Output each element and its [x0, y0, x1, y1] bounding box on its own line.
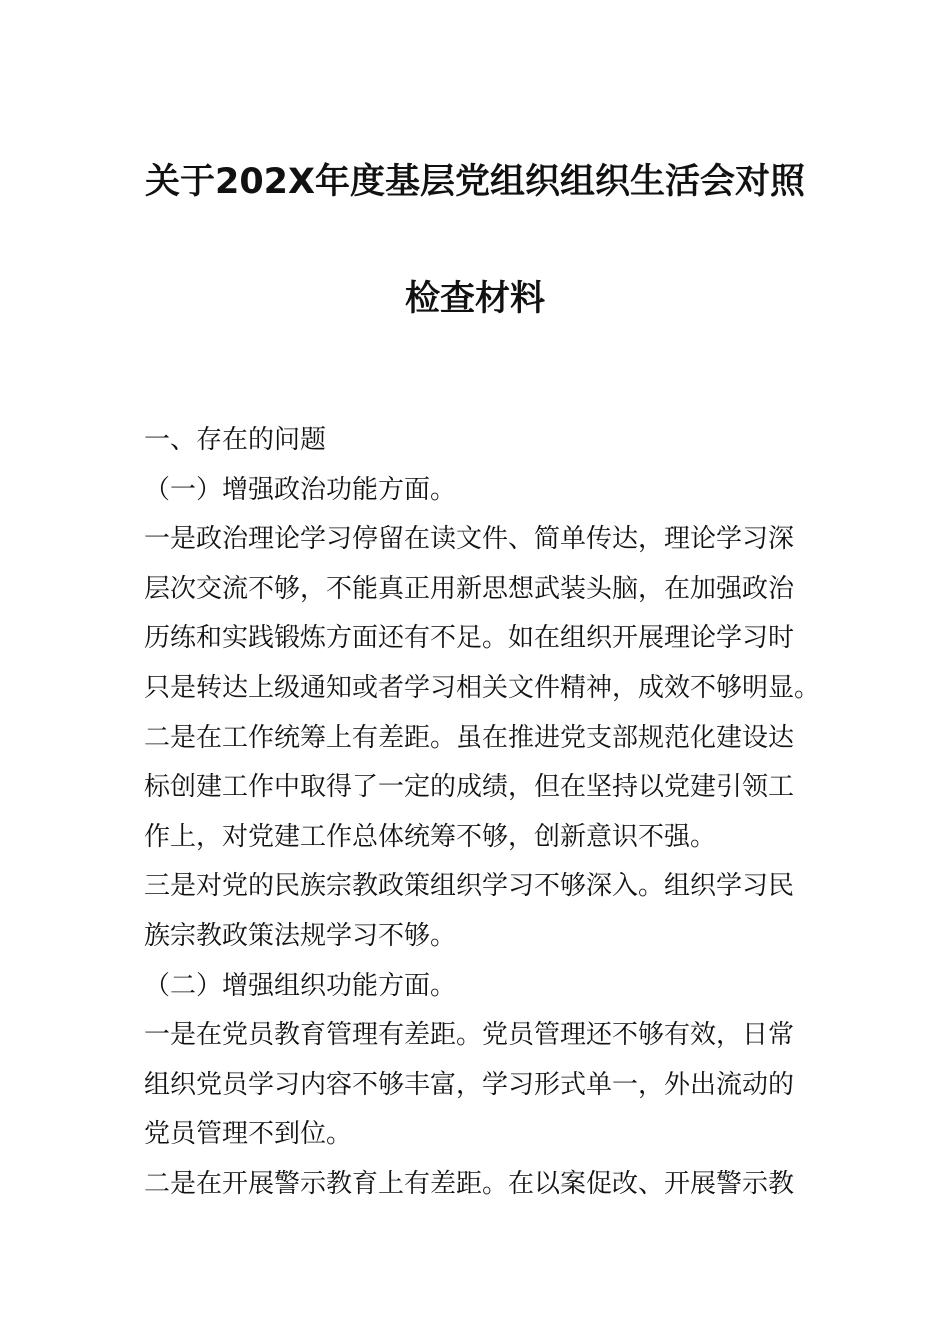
- section-heading-problems: 一、存在的问题: [144, 425, 327, 455]
- paragraph-line: 只是转达上级通知或者学习相关文件精神，成效不够明显。: [144, 672, 821, 703]
- paragraph-line: 党员管理不到位。: [144, 1119, 353, 1150]
- paragraph-line: 二是在工作统筹上有差距。虽在推进党支部规范化建设达: [144, 722, 795, 753]
- document-body: [144, 416, 821, 1210]
- paragraph-line: 组织党员学习内容不够丰富，学习形式单一，外出流动的: [144, 1069, 795, 1100]
- paragraph-line: 族宗教政策法规学习不够。: [144, 920, 457, 951]
- paragraph-line: 三是对党的民族宗教政策组织学习不够深入。组织学习民: [144, 871, 795, 902]
- subsection-heading-organizational: （二）增强组织功能方面。: [144, 970, 457, 1001]
- subsection-heading-political: （一）增强政治功能方面。: [144, 474, 457, 505]
- document-title-line-1: 关于202X年度基层党组织组织生活会对照: [144, 162, 806, 202]
- paragraph-line: 一是政治理论学习停留在读文件、简单传达，理论学习深: [144, 524, 795, 555]
- paragraph-line: 历练和实践锻炼方面还有不足。如在组织开展理论学习时: [144, 623, 795, 654]
- paragraph-line: 一是在党员教育管理有差距。党员管理还不够有效，日常: [144, 1020, 795, 1051]
- document-title-line-2: 检查材料: [404, 279, 545, 319]
- paragraph-line: 二是在开展警示教育上有差距。在以案促改、开展警示教: [144, 1168, 795, 1199]
- paragraph-line: 标创建工作中取得了一定的成绩，但在坚持以党建引领工: [144, 772, 795, 803]
- paragraph-line: 作上，对党建工作总体统筹不够，创新意识不强。: [144, 821, 717, 852]
- paragraph-line: 层次交流不够，不能真正用新思想武装头脑，在加强政治: [144, 573, 795, 604]
